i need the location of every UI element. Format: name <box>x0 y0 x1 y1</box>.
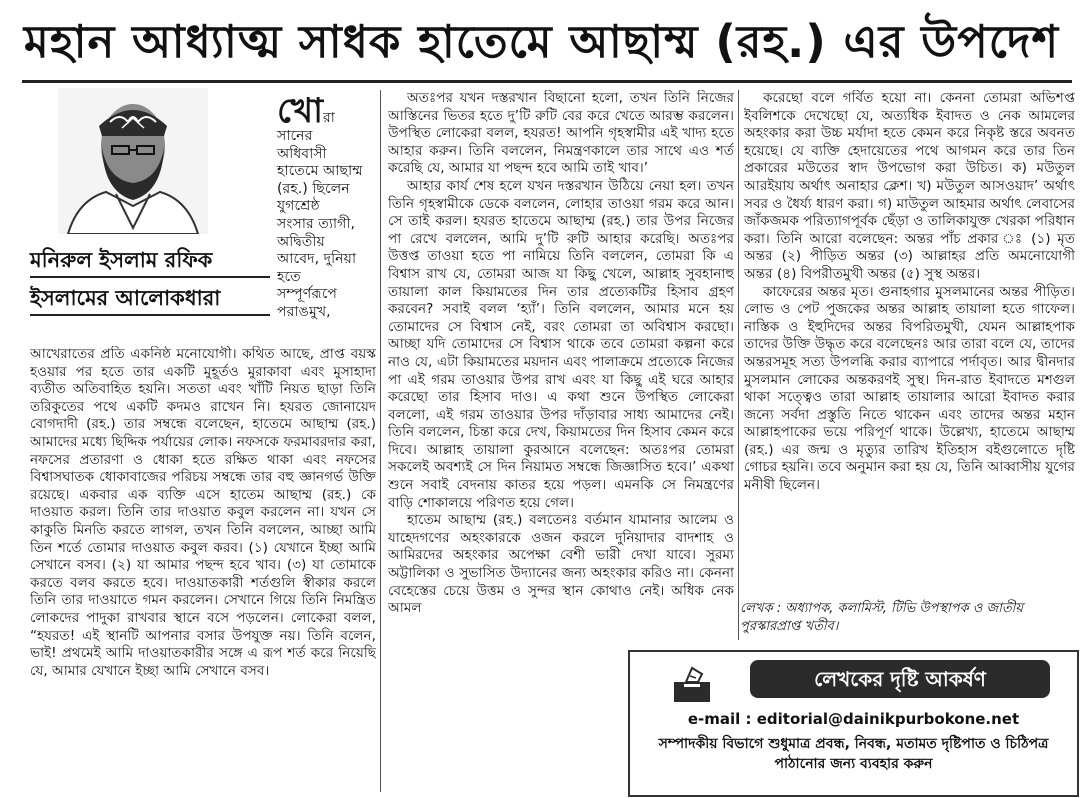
intro-line: (রহ.) ছিলেন <box>277 180 350 197</box>
author-photo <box>58 88 208 234</box>
intro-line: আবেদ, দুনিয়া <box>277 251 357 268</box>
column-divider <box>380 90 381 792</box>
intro-line: রা <box>322 110 335 126</box>
paragraph: কাফেরের অন্তর মৃত। গুনাহগার মুসলমানের অন্তর পীড়িত। লোভ ও পেট পুজকের অন্তর আল্লাহ তায়ালা হতে গাফেল। নাস্তিক ও ইহুদিদের অন্তর বিপরিতমুখী, যেমন আল্লাহপাক তাদের উক্তি উদ্ধৃত করে বলেছেনঃ আর তারা বলে যে, তাদের অন্তরসমূহ সত্য উপলব্ধি করার ব্যাপারে পর্দাবৃত। আর দ্বীনদার মুসলমান লোকের অন্তকরণই সুস্থ। দিন-রাত ইবাদতে মশগুল থাকা সত্ত্বেও তারা আল্লাহ তায়ালার আরো ইবাদত করার জন্যে সর্বদা প্রস্তুতি নিতে থাকেন এবং তাদের অন্তর মহান আল্লাহপাকের ভয়ে পরিপূর্ণ থাকে। উল্লেখ্য, হাতেমে আছাম্ম (রহ.) এর জন্ম ও মৃত্যুর তারিখ ইতিহাস বইগুলোতে দৃষ্টি গোচর হয়নি। তবে অনুমান করা হয় যে, তিনি আব্বাসীয় যুগের মনীষী ছিলেন। <box>744 283 1075 494</box>
column-3 <box>744 90 1075 588</box>
ballot-box-icon <box>672 666 712 704</box>
paragraph: আখেরাতের প্রতি একনিষ্ঠ মনোযোগী। কথিত আছে, প্রাপ্ত বয়স্ক হওয়ার পর হতে তার একটি মুহূর্তও মুরাকাবা এবং মুসাহাদা ব্যতীত অতিবাহিত হয়নি। সততা এবং খাঁটি নিয়ত ছাড়া তিনি তরিকুতের পথে একটি কদমও রাখেন নি। হযরত জোনায়েদ বোগদাদী (রহ.) তার সম্বন্ধে বলেছেন, হাতেমে আছাম্ম (রহ.) আমাদের মধ্যে ছিদ্দিক পর্যায়ের লোক। নফসকে ফরমাবরদার করা, নফসের প্রতারণা ও ধোকা হতে রক্ষিত থাকা এবং নফসের বিশ্বাসঘাতক ধোকাবাজের পরিচয় সম্বন্ধে তার বহু জ্ঞানগর্ভ উক্তি রয়েছে। একবার এক ব্যক্তি এসে হাতেম আছাম্ম (রহ.) কে দাওয়াত করল। তিনি তার দাওয়াত কবুল করলেন না। যখন সে কাকুতি মিনতি করতে লাগল, তখন তিনি বললেন, আচ্ছা আমি তিন শর্তে তোমার দাওয়াত কবুল করব। (১) যেখানে ইচ্ছা আমি সেখানে বসব। (২) যা আমার পছন্দ হবে খাব। (৩) যা তোমাকে করতে বলব করতে হবে। দাওয়াতকারী শর্তগুলি স্বীকার করলে তিনি তার দাওয়াতে গমন করলেন। সেখানে গিয়ে তিনি নিমন্ত্রিত লোকদের পাদুকা রাখবার স্থানে বসে পড়লেন। লোকেরা বলল, “হযরত! এই স্থানটি আপনার বসার উপযুক্ত নয়। তিনি বলেন, ভাই! প্রথমেই আমি দাওয়াতকারীর সঙ্গে এ রূপ শর্ত করে নিয়েছি যে, আমার যেখানে ইচ্ছা আমি সেখানে বসব। <box>30 346 376 679</box>
column-1 <box>30 346 376 796</box>
paragraph: অতঃপর যখন দস্তরখান বিছানো হলো, তখন তিনি নিজের আস্তিনের ভিতর হতে দু’টি রুটি বের করে খেতে আরম্ভ করলেন। উপস্থিত লোকেরা বলল, হযরত! আপনি গৃহস্বামীর এই খাদ্য হতে আহার করুন। তিনি বললেন, নিমন্ত্রণকালে তার সাথে এও শর্ত করেছি যে, আমার যা পছন্দ হবে আমি তাই খাব।’ <box>388 90 734 177</box>
intro-line: সম্পূর্ণরূপে <box>277 286 338 303</box>
column-title: ইসলামের আলোকধারা <box>30 286 221 310</box>
intro-line: হতে <box>277 268 301 285</box>
intro-line: সানের <box>277 128 313 144</box>
intro-line: সংসার ত্যাগী, <box>277 215 356 232</box>
notice-text: সম্পাদকীয় বিভাগে শুধুমাত্র প্রবন্ধ, নিবন্ধ, মতামত দৃষ্টিপাত ও চিঠিপত্র পাঠানোর জন্য ব্যবহার করুন <box>658 736 1049 772</box>
column-title-underline <box>30 314 270 316</box>
intro-line: অদ্বিতীয় <box>277 233 325 250</box>
intro-line: অধিবাসী <box>277 145 327 162</box>
dropcap: খো <box>277 91 323 131</box>
author-portrait-icon <box>58 88 208 234</box>
paragraph: আহার কার্য শেষ হলে যখন দস্তরখান উঠিয়ে নেয়া হল। তখন তিনি গৃহস্বামীকে ডেকে বললেন, লোহার তাওয়া গরম করে আন। সে তাই করল। হযরত হাতেমে আছাম্ম (রহ.) তার উপর নিজের পা রেখে বললেন, আমি দু’টি রুটি আহার করেছি। অতঃপর উত্তপ্ত তাওয়া হতে পা নামিয়ে তিনি বললেন, তোমরা কি এ বিশ্বাস রাখ যে, তোমরা আজ যা কিছু খেলে, আল্লাহ সুবহানাহু তায়ালা কাল কিয়ামতের দিন তার প্রত্যেকটির হিসাব গ্রহণ করবেন? সবাই বলল ‘হ্যাঁ’। তিনি বললেন, আমার মনে হয় তোমাদের সে বিশ্বাস নেই, বরং তোমরা তা অবিশ্বাস করছো। আচ্ছা যদি তোমাদের সে বিশ্বাস থাকে তবে তোমরা কল্পনা করে নাও যে, এটা কিয়ামতের ময়দান এবং পালাক্রমে প্রত্যেকে নিজের পা এই গরম তাওয়ার উপর রাখ এবং যা কিছু এই ঘরে আহার করেছো তার হিসাব দাও। এ কথা শুনে উপস্থিত লোকেরা বললো, এই গরম তাওয়ার উপর দাঁড়াবার সাধ্য আমাদের নেই। তিনি বললেন, চিন্তা করে দেখ, কিয়ামতের দিন হিসাব কেমন করে দিবে। আল্লাহ তায়ালা কুরআনে বলেছেন: অতঃপর তোমরা সকলেই অবশ্যই সে দিন নিয়ামত সম্বন্ধে জিজ্ঞাসিত হবে।’ একথা শুনে সবাই বেদনায় কাতর হয়ে পড়ল। এমনকি সে নিমন্ত্রণের বাড়ি শোকালয়ে পরিণত হয়ে গেল। <box>388 177 734 511</box>
intro-line: পরাঙমুখ, <box>277 303 331 320</box>
paragraph: হাতেম আছাম্ম (রহ.) বলতেনঃ বর্তমান যামানার আলেম ও যাহেদগণের অহংকারকে ওজন করলে দুনিয়াদার বাদশাহ ও আমিরদের অহংকার অপেক্ষা বেশী ভারী দেখা যাবে। সুরম্য অট্টালিকা ও সুভাসিত উদ্যানের জন্য অহংকার করিও না। কেননা বেহেস্তের চেয়ে উত্তম ও সুন্দর স্থান কোথাও নেই। অধিক নেক আমল <box>388 512 734 617</box>
article-headline: মহান আধ্যাত্ম সাধক হাতেমে আছাম্ম (রহ.) এর উপদেশ <box>23 15 1060 68</box>
paragraph: করেছো বলে গর্বিত হয়ো না। কেননা তোমরা অভিশপ্ত ইবলিশকে দেখেছো যে, অত্যধিক ইবাদত ও নেক আমলের অহংকার করা উচ্চ মর্যাদা হতে কেমন করে নিকৃষ্ট স্তরে অবনত হয়েছে। যে ব্যক্তি হেদায়েতের পথে আগমন করে তার তিন প্রকারের মউতের স্বাদ উপভোগ করা উচিত। ক) মউতুল আরইয়ায অর্থাৎ অনাহার ক্লেশ। খ) মউতুল আসওয়াদ’ অর্থাৎ সবর ও ধৈর্য্য ধারণ করা। গ) মাউতুল আহমার অর্থাৎ লেবাসের জাঁকজমক পরিত্যাগপূর্বক ছেঁড়া ও তালিকাযুক্ত খেরকা পরিধান করা। তিনি আরো বলেছেন: অন্তর পাঁচ প্রকার ঃ (১) মৃত অন্তর (২) পীড়িত অন্তর (৩) আল্লাহর প্রতি অমনোযোগী অন্তর (৪) বিপরীতমুখী অন্তর (৫) সুস্থ অন্তর। <box>744 90 1075 282</box>
author-underline <box>30 276 270 278</box>
notice-title: লেখকের দৃষ্টি আকর্ষণ <box>750 660 1050 698</box>
notice-box <box>628 650 1079 797</box>
headline-rule <box>22 80 1072 83</box>
column-divider <box>738 90 739 640</box>
author-byline: লেখক : অধ্যাপক, কলামিস্ট, টিভি উপস্থাপক ও জাতীয় পুরস্কারপ্রাপ্ত খতীব। <box>740 601 1024 634</box>
author-name: মনিরুল ইসলাম রফিক <box>30 248 213 272</box>
intro-line: হাতেমে আছাম্ম <box>277 163 363 180</box>
intro-line: যুগশ্রেষ্ঠ <box>277 198 320 215</box>
notice-email: e-mail : editorial@dainikpurbokone.net <box>687 710 1020 728</box>
intro-block <box>277 91 373 322</box>
